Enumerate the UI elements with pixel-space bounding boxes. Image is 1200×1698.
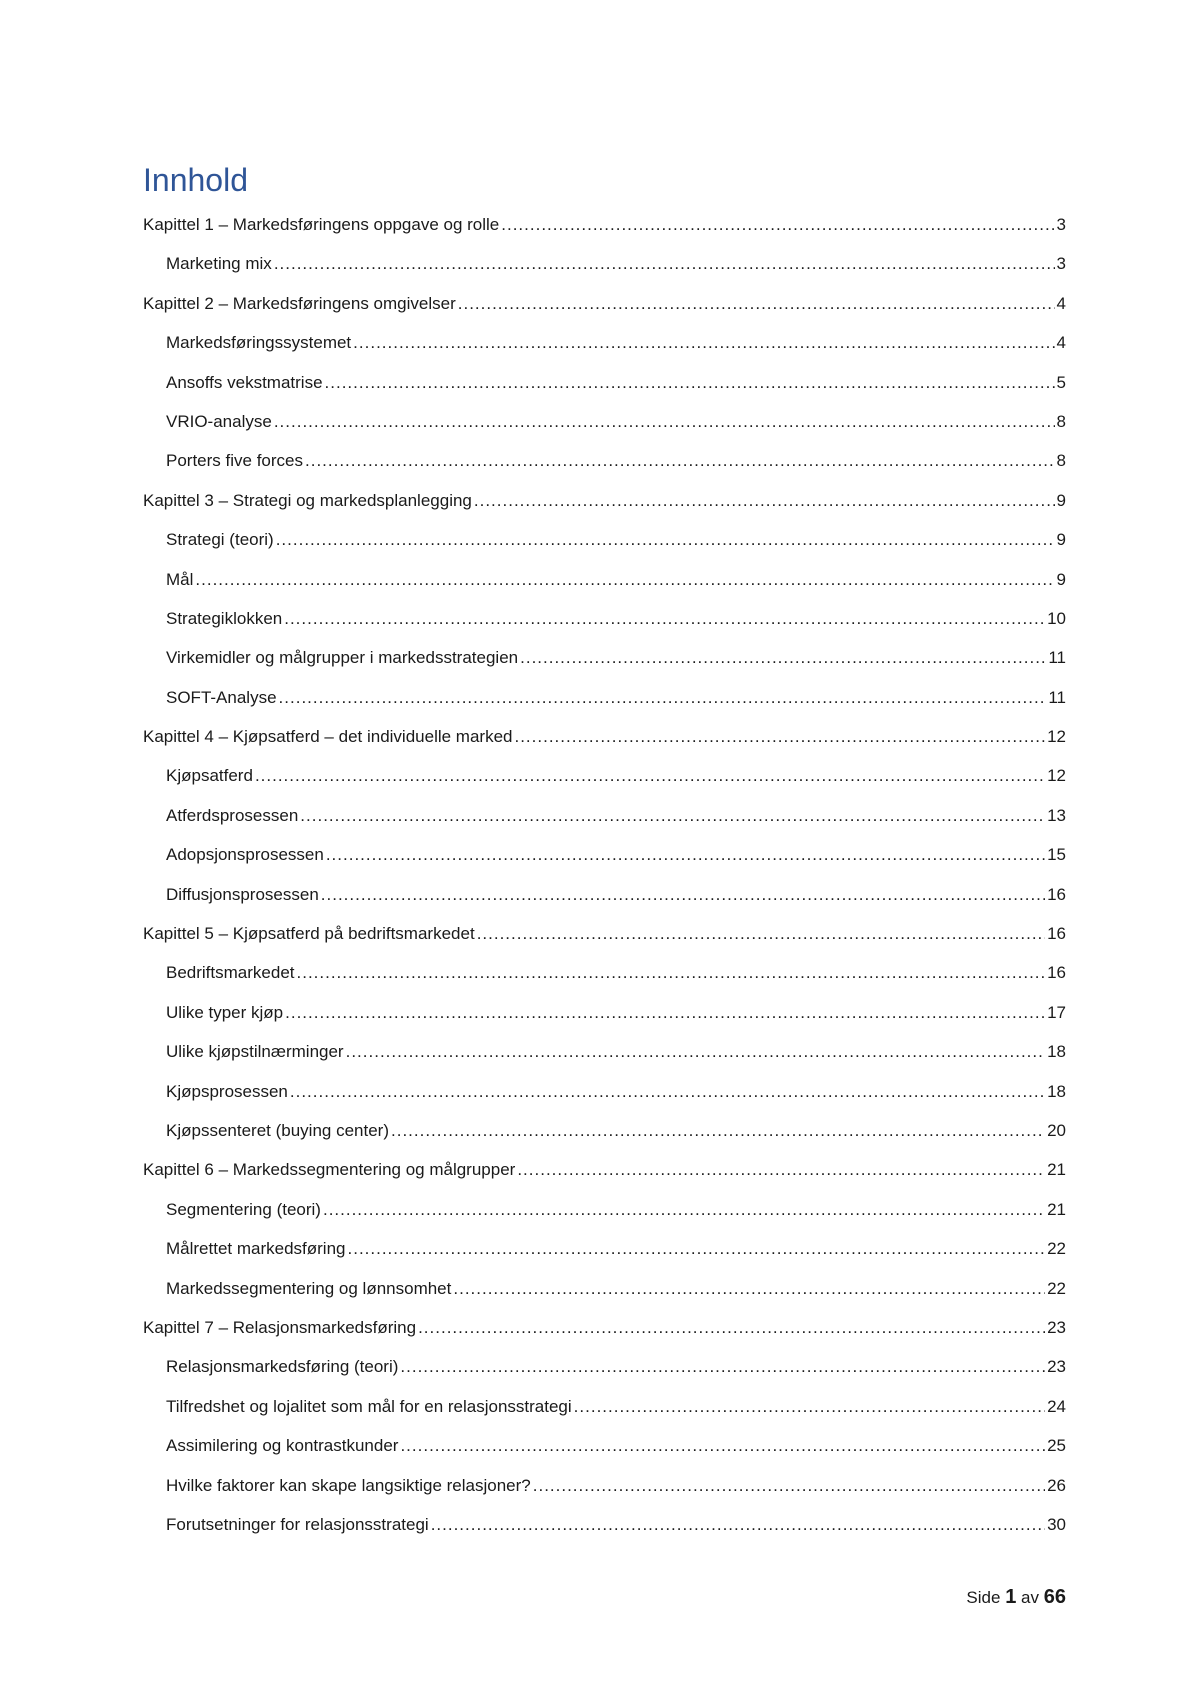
toc-entry-section[interactable] [143,1426,1066,1465]
toc-entry-label: Forutsetninger for relasjonsstrategi [166,1514,429,1534]
toc-dot-leader [279,678,1047,717]
page-footer [966,1585,1066,1610]
toc-entry-label: Segmentering (teori) [166,1199,321,1219]
toc-dot-leader [290,1072,1045,1111]
toc-entry-section[interactable] [143,1387,1066,1426]
toc-entry-chapter[interactable] [143,205,1066,244]
toc-entry-section[interactable] [143,1190,1066,1229]
toc-dot-leader [274,402,1055,441]
toc-entry-label: Målrettet markedsføring [166,1239,346,1259]
toc-entry-page-number: 21 [1047,1199,1066,1219]
toc-dot-leader [400,1347,1045,1386]
toc-entry-chapter[interactable] [143,914,1066,953]
toc-entry-page-number: 3 [1056,215,1066,234]
toc-dot-leader [501,205,1054,244]
toc-entry-label: Tilfredshet og lojalitet som mål for en relasjonsstrategi [166,1396,572,1416]
toc-entry-section[interactable] [143,1505,1066,1544]
toc-dot-leader [325,363,1055,402]
toc-entry-label: Strategiklokken [166,608,283,628]
toc-entry-page-number: 18 [1047,1042,1066,1062]
toc-entry-section[interactable] [143,363,1066,402]
toc-entry-label: Ulike kjøpstilnærminger [166,1042,344,1062]
toc-entry-page-number: 17 [1047,1002,1066,1022]
toc-entry-page-number: 3 [1056,254,1066,274]
toc-dot-leader [520,638,1046,677]
toc-entry-label: Bedriftsmarkedet [166,963,295,983]
toc-entry-section[interactable] [143,993,1066,1032]
toc-entry-page-number: 22 [1047,1278,1066,1298]
toc-entry-page-number: 26 [1047,1475,1066,1495]
toc-entry-label: SOFT-Analyse [166,687,277,707]
toc-dot-leader [323,1190,1045,1229]
toc-entry-page-number: 16 [1047,924,1066,944]
toc-entry-page-number: 20 [1047,1120,1066,1140]
toc-entry-label: Ulike typer kjøp [166,1002,284,1022]
toc-entry-chapter[interactable] [143,717,1066,756]
toc-dot-leader [305,441,1055,480]
table-of-contents [143,205,1066,1544]
toc-dot-leader [274,244,1055,283]
toc-entry-label: Mål [166,569,194,589]
toc-entry-label: VRIO-analyse [166,411,272,431]
toc-entry-section[interactable] [143,244,1066,283]
toc-entry-label: Porters five forces [166,451,303,471]
toc-entry-page-number: 10 [1047,608,1066,628]
toc-entry-page-number: 25 [1047,1436,1066,1456]
toc-dot-leader [346,1032,1045,1071]
toc-entry-page-number: 8 [1056,451,1066,471]
toc-dot-leader [400,1426,1045,1465]
toc-dot-leader [474,481,1055,520]
toc-entry-page-number: 12 [1047,766,1066,786]
toc-dot-leader [321,875,1045,914]
toc-entry-section[interactable] [143,441,1066,480]
toc-entry-page-number: 24 [1047,1396,1066,1416]
toc-entry-section[interactable] [143,835,1066,874]
toc-entry-section[interactable] [143,323,1066,362]
toc-dot-leader [348,1229,1046,1268]
toc-dot-leader [276,520,1055,559]
toc-entry-section[interactable] [143,678,1066,717]
toc-dot-leader [514,717,1045,756]
toc-entry-page-number: 23 [1047,1317,1066,1337]
toc-entry-label: Atferdsprosessen [166,805,299,825]
toc-entry-label: Assimilering og kontrastkunder [166,1436,399,1456]
toc-dot-leader [353,323,1054,362]
toc-entry-page-number: 13 [1047,805,1066,825]
toc-entry-label: Kapittel 3 – Strategi og markedsplanlegging [143,490,472,510]
toc-entry-chapter[interactable] [143,1150,1066,1189]
toc-entry-page-number: 5 [1056,372,1066,392]
toc-entry-page-number: 9 [1056,569,1066,589]
toc-entry-page-number: 16 [1047,963,1066,983]
toc-entry-label: Kapittel 1 – Markedsføringens oppgave og rolle [143,215,500,234]
toc-dot-leader [431,1505,1045,1544]
toc-entry-section[interactable] [143,1032,1066,1071]
toc-dot-leader [533,1466,1045,1505]
toc-dot-leader [195,560,1054,599]
toc-entry-chapter[interactable] [143,481,1066,520]
toc-dot-leader [255,756,1045,795]
toc-entry-section[interactable] [143,875,1066,914]
toc-entry-label: Relasjonsmarkedsføring (teori) [166,1357,399,1377]
toc-entry-label: Kapittel 6 – Markedssegmentering og målgrupper [143,1160,516,1180]
toc-entry-page-number: 18 [1047,1081,1066,1101]
toc-entry-label: Marketing mix [166,254,272,274]
toc-entry-section[interactable] [143,599,1066,638]
toc-entry-page-number: 30 [1047,1514,1066,1534]
toc-dot-leader [477,914,1045,953]
toc-entry-page-number: 12 [1047,727,1066,747]
toc-entry-label: Kapittel 7 – Relasjonsmarkedsføring [143,1317,417,1337]
toc-entry-label: Adopsjonsprosessen [166,845,324,865]
toc-entry-label: Strategi (teori) [166,530,274,550]
footer-current-page: 1 [1005,1586,1017,1608]
toc-dot-leader [326,835,1045,874]
toc-entry-chapter[interactable] [143,1308,1066,1347]
toc-entry-section[interactable] [143,520,1066,559]
toc-entry-section[interactable] [143,1466,1066,1505]
toc-entry-label: Kapittel 4 – Kjøpsatferd – det individuelle marked [143,727,513,747]
toc-entry-label: Kjøpsatferd [166,766,253,786]
toc-entry-page-number: 4 [1056,293,1066,313]
toc-entry-section[interactable] [143,1229,1066,1268]
toc-entry-page-number: 8 [1056,411,1066,431]
toc-entry-section[interactable] [143,1347,1066,1386]
toc-entry-page-number: 15 [1047,845,1066,865]
toc-entry-page-number: 11 [1048,687,1066,707]
toc-entry-page-number: 4 [1056,333,1066,353]
toc-dot-leader [574,1387,1045,1426]
toc-dot-leader [391,1111,1045,1150]
toc-entry-label: Markedssegmentering og lønnsomhet [166,1278,452,1298]
toc-entry-label: Hvilke faktorer kan skape langsiktige relasjoner? [166,1475,531,1495]
toc-dot-leader [284,599,1045,638]
toc-entry-section[interactable] [143,1269,1066,1308]
toc-entry-label: Kapittel 2 – Markedsføringens omgivelser [143,293,456,313]
toc-heading: Innhold [143,162,248,198]
toc-dot-leader [517,1150,1045,1189]
toc-entry-page-number: 22 [1047,1239,1066,1259]
toc-entry-label: Ansoffs vekstmatrise [166,372,323,392]
toc-entry-section[interactable] [143,796,1066,835]
toc-dot-leader [300,796,1045,835]
toc-entry-section[interactable] [143,1072,1066,1111]
toc-entry-label: Kjøpssenteret (buying center) [166,1120,389,1140]
toc-entry-label: Diffusjonsprosessen [166,884,319,904]
toc-dot-leader [285,993,1045,1032]
toc-entry-page-number: 23 [1047,1357,1066,1377]
toc-dot-leader [418,1308,1045,1347]
toc-entry-section[interactable] [143,756,1066,795]
footer-side-label: Side [966,1588,1001,1607]
footer-total-pages: 66 [1043,1586,1066,1608]
toc-entry-section[interactable] [143,402,1066,441]
toc-entry-page-number: 9 [1056,530,1066,550]
toc-entry-page-number: 11 [1048,648,1066,668]
toc-dot-leader [297,953,1046,992]
toc-entry-label: Kapittel 5 – Kjøpsatferd på bedriftsmarkedet [143,924,475,944]
toc-dot-leader [458,284,1055,323]
toc-entry-label: Virkemidler og målgrupper i markedsstrategien [166,648,519,668]
toc-entry-page-number: 9 [1056,490,1066,510]
toc-entry-section[interactable] [143,1111,1066,1150]
footer-of-label: av [1021,1588,1040,1607]
toc-entry-page-number: 16 [1047,884,1066,904]
toc-entry-section[interactable] [143,560,1066,599]
toc-dot-leader [453,1269,1045,1308]
toc-entry-label: Markedsføringssystemet [166,333,352,353]
toc-entry-section[interactable] [143,638,1066,677]
toc-entry-page-number: 21 [1047,1160,1066,1180]
toc-entry-chapter[interactable] [143,284,1066,323]
toc-entry-label: Kjøpsprosessen [166,1081,288,1101]
toc-entry-section[interactable] [143,953,1066,992]
